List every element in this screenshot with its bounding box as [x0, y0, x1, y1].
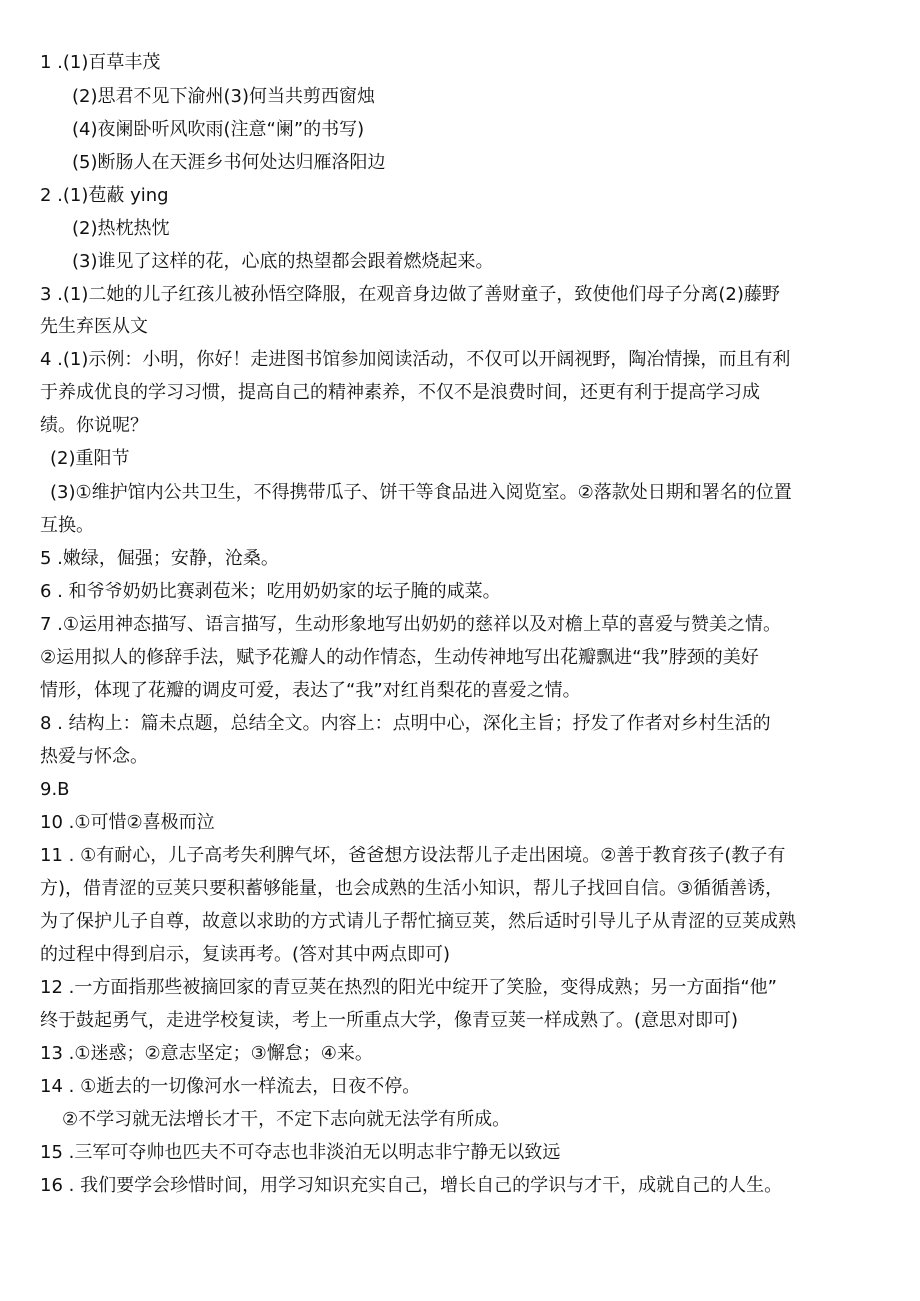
- answer-1-line-1: 1 .(1)百草丰茂: [40, 52, 161, 73]
- answer-4-line-6: 互换。: [40, 515, 94, 536]
- answer-12-line-2: 终于鼓起勇气，走进学校复读，考上一所重点大学，像青豆荚一样成熟了。(意思对即可): [40, 1010, 739, 1031]
- answer-11-line-3: 为了保护儿子自尊，故意以求助的方式请儿子帮忙摘豆荚，然后适时引导儿子从青涩的豆荚成熟: [40, 911, 796, 932]
- answer-11-line-2: 方)，借青涩的豆荚只要积蓄够能量，也会成熟的生活小知识，帮儿子找回自信。③循循善诱，: [40, 878, 784, 899]
- answer-15-line-1: 15 .三军可夺帅也匹夫不可夺志也非淡泊无以明志非宁静无以致远: [40, 1142, 561, 1163]
- answer-6-line-1: 6 . 和爷爷奶奶比赛剥苞米；吃用奶奶家的坛子腌的咸菜。: [40, 581, 501, 602]
- answer-2-line-1: 2 .(1)苞蔽 ying: [40, 185, 169, 206]
- answer-2-line-2: (2)热枕热忱: [72, 218, 170, 239]
- answer-5-line-1: 5 .嫩绿，倔强；安静，沧桑。: [40, 548, 279, 569]
- answer-11-line-4: 的过程中得到启示，复读再考。(答对其中两点即可): [40, 944, 451, 965]
- answer-4-line-2: 于养成优良的学习习惯，提高自己的精神素养，不仅不是浪费时间，还更有利于提高学习成: [40, 382, 760, 403]
- answer-4-line-4: (2)重阳节: [50, 448, 130, 469]
- answer-14-line-2: ②不学习就无法增长才干，不定下志向就无法学有所成。: [62, 1109, 511, 1130]
- answer-10-line-1: 10 .①可惜②喜极而泣: [40, 812, 215, 833]
- answer-4-line-1: 4 .(1)示例：小明，你好！走进图书馆参加阅读活动，不仅可以开阔视野，陶冶情操，而且有利: [40, 349, 791, 370]
- answer-4-line-3: 绩。你说呢？: [40, 415, 148, 436]
- answer-7-line-1: 7 .①运用神态描写、语言描写，生动形象地写出奶奶的慈祥以及对檐上草的喜爱与赞美之情。: [40, 614, 782, 635]
- answer-2-line-3: (3)谁见了这样的花，心底的热望都会跟着燃烧起来。: [72, 251, 494, 272]
- answer-3-line-1: 3 .(1)二她的儿子红孩儿被孙悟空降服，在观音身边做了善财童子，致使他们母子分离(2)藤野: [40, 284, 780, 305]
- answer-1-line-4: (5)断肠人在天涯乡书何处达归雁洛阳边: [72, 152, 386, 173]
- answer-8-line-2: 热爱与怀念。: [40, 746, 148, 767]
- answer-13-line-1: 13 .①迷惑；②意志坚定；③懈怠；④来。: [40, 1043, 373, 1064]
- answer-1-line-3: (4)夜阑卧听风吹雨(注意“阑”的书写): [72, 119, 365, 140]
- answer-4-line-5: (3)①维护馆内公共卫生，不得携带瓜子、饼干等食品进入阅览室。②落款处日期和署名的位置: [50, 482, 792, 503]
- answer-7-line-2: ②运用拟人的修辞手法，赋予花瓣人的动作情态，生动传神地写出花瓣飘进“我”脖颈的美好: [40, 647, 759, 668]
- answer-1-line-2: (2)思君不见下渝州(3)何当共剪西窗烛: [72, 86, 375, 107]
- answer-7-line-3: 情形，体现了花瓣的调皮可爱，表达了“我”对红肖梨花的喜爱之情。: [40, 680, 581, 701]
- answer-9-line-1: 9.B: [40, 779, 70, 800]
- answer-16-line-1: 16 . 我们要学会珍惜时间，用学习知识充实自己，增长自己的学识与才干，成就自己的人生。: [40, 1175, 783, 1196]
- answer-14-line-1: 14 . ①逝去的一切像河水一样流去，日夜不停。: [40, 1076, 421, 1097]
- answer-3-line-2: 先生弃医从文: [40, 316, 148, 337]
- answer-11-line-1: 11 . ①有耐心，儿子高考失利脾气坏，爸爸想方设法帮儿子走出困境。②善于教育孩子(教子有: [40, 845, 786, 866]
- answer-12-line-1: 12 .一方面指那些被摘回家的青豆荚在热烈的阳光中绽开了笑脸，变得成熟；另一方面指“他”: [40, 977, 777, 998]
- answer-8-line-1: 8 . 结构上：篇未点题，总结全文。内容上：点明中心，深化主旨；抒发了作者对乡村生活的: [40, 713, 771, 734]
